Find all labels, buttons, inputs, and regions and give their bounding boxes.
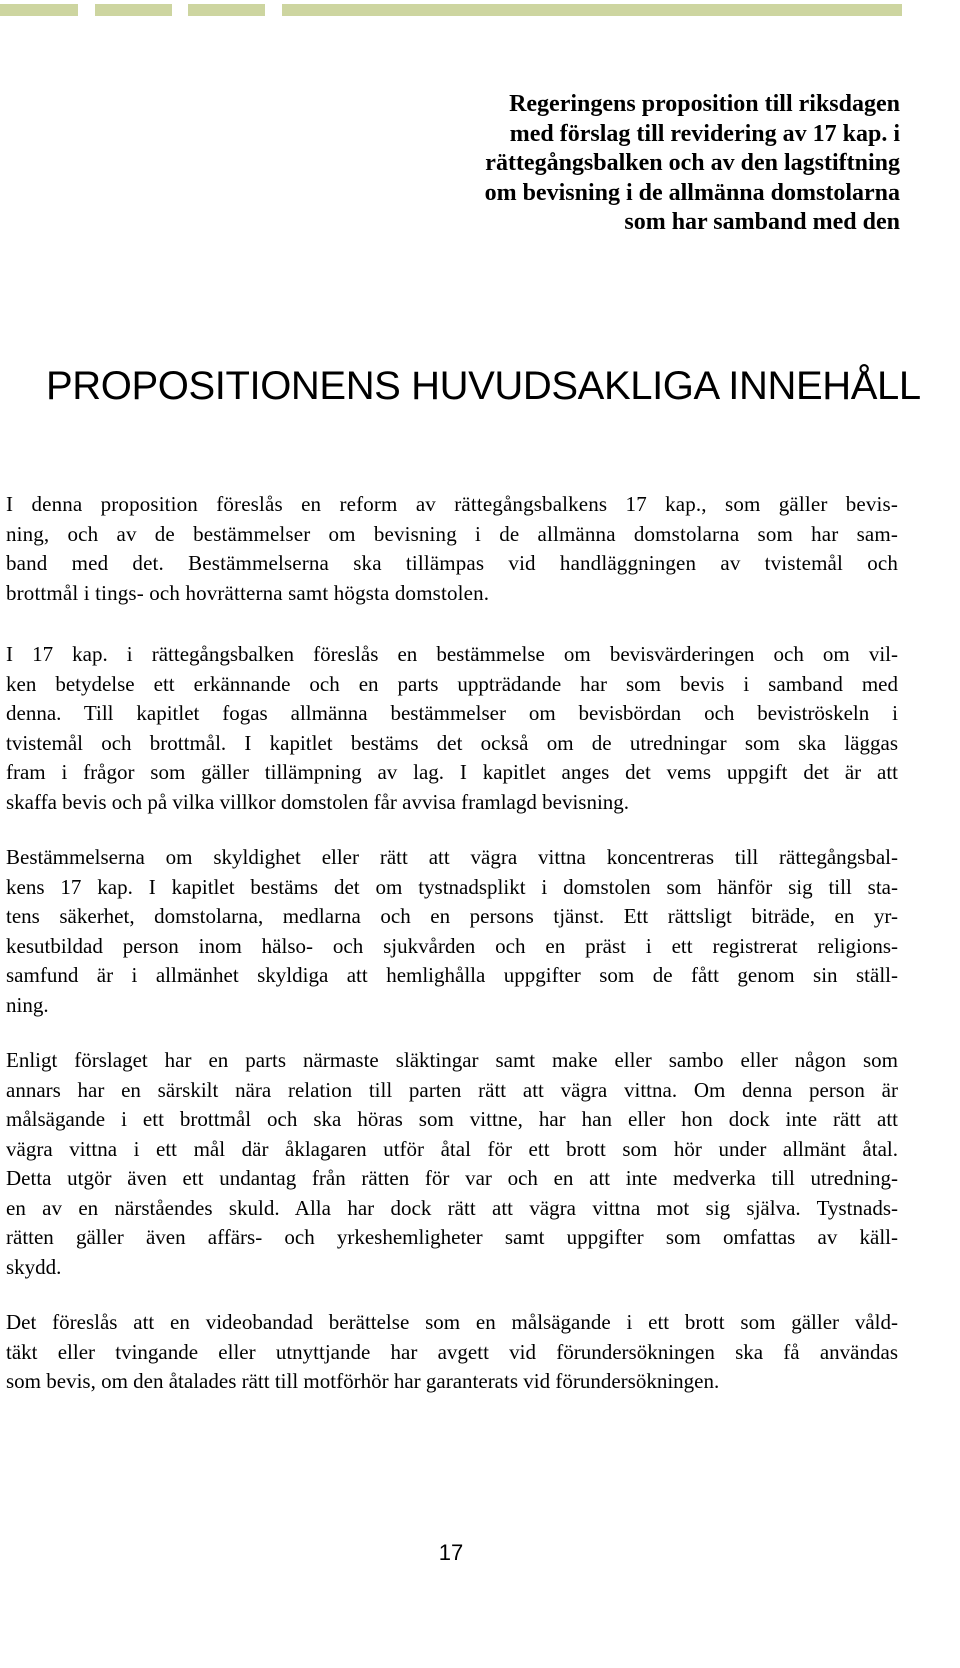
text-line: skaffa bevis och på vilka villkor domstolen får avvisa framlagd bevisning. xyxy=(6,789,630,814)
text-line: ning. xyxy=(6,992,49,1017)
text-line: brottmål i tings- och hovrätterna samt högsta domstolen. xyxy=(6,580,490,605)
title-line: med förslag till revidering av 17 kap. i xyxy=(509,120,900,147)
text-line: skydd. xyxy=(6,1254,62,1279)
header-decor-bar xyxy=(95,4,172,16)
text-line: Det föreslås att en videobandad berättelse som en målsägande i ett brott som gäller våld- xyxy=(6,1310,898,1334)
page-number: 17 xyxy=(438,1540,464,1565)
header-decor-bar xyxy=(188,4,265,16)
text-line: Bestämmelserna om skyldighet eller rätt att vägra vittna koncentreras till rättegångsbal- xyxy=(6,845,898,869)
text-line: tens säkerhet, domstolarna, medlarna och en persons tjänst. Ett rättsligt biträde, en yr- xyxy=(6,904,898,928)
paragraph xyxy=(6,1046,898,1282)
text-line: ken betydelse ett erkännande och en parts uppträdande har som bevis i samband med xyxy=(6,671,898,696)
text-line: rätten gäller även affärs- och yrkeshemligheter samt uppgifter som omfattas av käll- xyxy=(6,1225,898,1249)
text-line: ning, och av de bestämmelser om bevisning i de allmänna domstolarna som har sam- xyxy=(6,521,898,546)
text-line: I 17 kap. i rättegångsbalken föreslås en bestämmelse om bevisvärderingen och om vil- xyxy=(6,642,898,666)
text-line: annars har en särskilt nära relation till parten rätt att vägra vittna. Om denna person är xyxy=(6,1077,898,1102)
section-heading: PROPOSITIONENS HUVUDSAKLIGA INNEHÅLL xyxy=(46,364,921,408)
text-line: I denna proposition föreslås en reform av rättegångsbalkens 17 kap., som gäller bevis- xyxy=(6,492,898,516)
text-line: som bevis, om den åtalades rätt till motförhör har garanterats vid förundersökningen. xyxy=(6,1369,720,1393)
title-line: rättegångsbalken och av den lagstiftning xyxy=(485,150,900,176)
paragraph xyxy=(6,490,898,608)
text-line: vägra vittna i ett mål där åklagaren utför åtal för ett brott som hör under allmänt åtal. xyxy=(6,1136,898,1161)
text-line: samfund är i allmänhet skyldiga att hemlighålla uppgifter som de fått genom sin ställ- xyxy=(6,963,898,987)
text-line: tvistemål och brottmål. I kapitlet bestäms det också om de utredningar som ska läggas xyxy=(6,730,898,755)
title-line: om bevisning i de allmänna domstolarna xyxy=(484,179,900,206)
title-line: Regeringens proposition till riksdagen xyxy=(509,91,900,117)
header-decor-bar xyxy=(0,4,78,16)
text-line: Enligt förslaget har en parts närmaste släktingar samt make eller sambo eller någon som xyxy=(6,1048,898,1072)
text-line: kens 17 kap. I kapitlet bestäms det om tystnadsplikt i domstolen som hänför sig till sta- xyxy=(6,874,898,899)
text-line: täkt eller tvingande eller utnyttjande har avgett vid förundersökningen ska få användas xyxy=(6,1339,898,1364)
header-decor-bar xyxy=(282,4,902,16)
text-line: band med det. Bestämmelserna ska tillämpas vid handläggningen av tvistemål och xyxy=(6,551,898,575)
text-line: en av en närståendes skuld. Alla har dock rätt att vägra vittna mot sig själva. Tystnads- xyxy=(6,1195,898,1220)
text-line: Detta utgör även ett undantag från rätten för var och en att inte medverka till utredning- xyxy=(6,1166,898,1190)
text-line: målsägande i ett brottmål och ska höras som vittne, har han eller hon dock inte rätt att xyxy=(6,1107,898,1131)
paragraph xyxy=(6,1308,898,1397)
text-line: fram i frågor som gäller tillämpning av lag. I kapitlet anges det vems uppgift det är att xyxy=(6,760,898,784)
paragraph xyxy=(6,843,898,1020)
paragraph xyxy=(6,640,898,817)
title-line: som har samband med den xyxy=(624,209,900,235)
proposition-title xyxy=(440,90,900,238)
text-line: denna. Till kapitlet fogas allmänna bestämmelser om bevisbördan och beviströskeln i xyxy=(6,701,898,725)
text-line: kesutbildad person inom hälso- och sjukvården och en präst i ett registrerat religions- xyxy=(6,933,898,958)
